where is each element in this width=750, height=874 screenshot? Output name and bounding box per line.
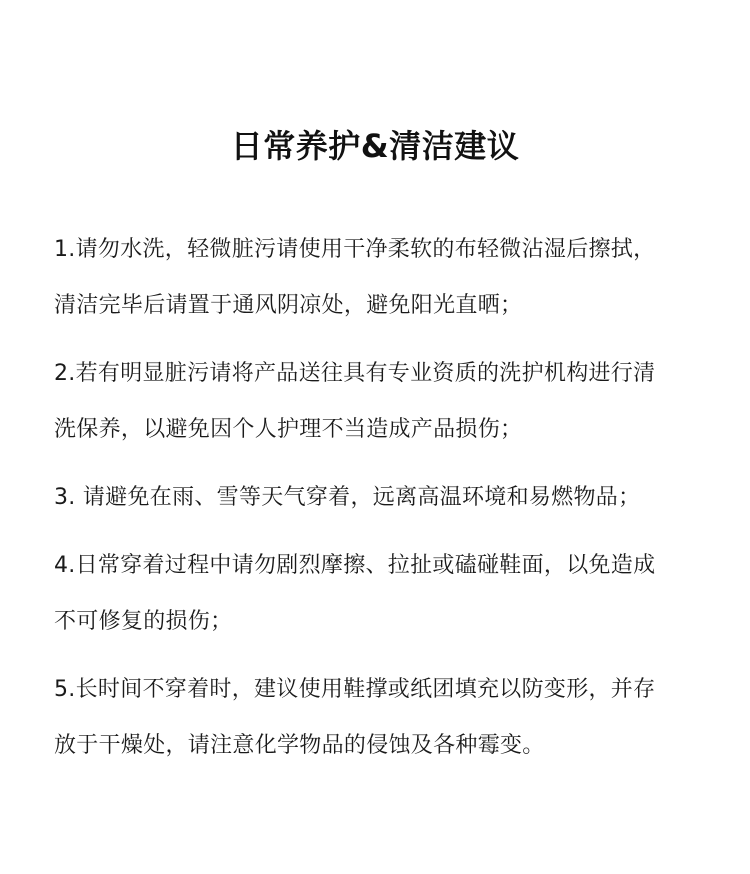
care-tip-line: 不可修复的损伤； bbox=[54, 609, 233, 634]
care-tips-list bbox=[54, 222, 704, 786]
care-tip-5 bbox=[54, 662, 704, 774]
care-tip-4 bbox=[54, 538, 704, 650]
care-tip-3 bbox=[54, 470, 704, 526]
care-tip-line: 4.日常穿着过程中请勿剧烈摩擦、拉扯或磕碰鞋面，以免造成 bbox=[54, 553, 656, 578]
page-title: 日常养护&清洁建议 bbox=[230, 127, 520, 165]
care-tip-line: 清洁完毕后请置于通风阴凉处，避免阳光直晒； bbox=[54, 293, 523, 318]
care-tip-line: 放于干燥处，请注意化学物品的侵蚀及各种霉变。 bbox=[54, 733, 545, 758]
care-tip-line: 洗保养，以避免因个人护理不当造成产品损伤； bbox=[54, 417, 523, 442]
care-tip-2 bbox=[54, 346, 704, 458]
care-tip-line: 2.若有明显脏污请将产品送往具有专业资质的洗护机构进行清 bbox=[54, 361, 656, 386]
care-tip-line: 1.请勿水洗，轻微脏污请使用干净柔软的布轻微沾湿后擦拭， bbox=[54, 237, 656, 262]
care-tip-line: 5.长时间不穿着时，建议使用鞋撑或纸团填充以防变形，并存 bbox=[54, 677, 656, 702]
care-tip-line: 3. 请避免在雨、雪等天气穿着，远离高温环境和易燃物品； bbox=[54, 485, 641, 510]
care-tip-1 bbox=[54, 222, 704, 334]
